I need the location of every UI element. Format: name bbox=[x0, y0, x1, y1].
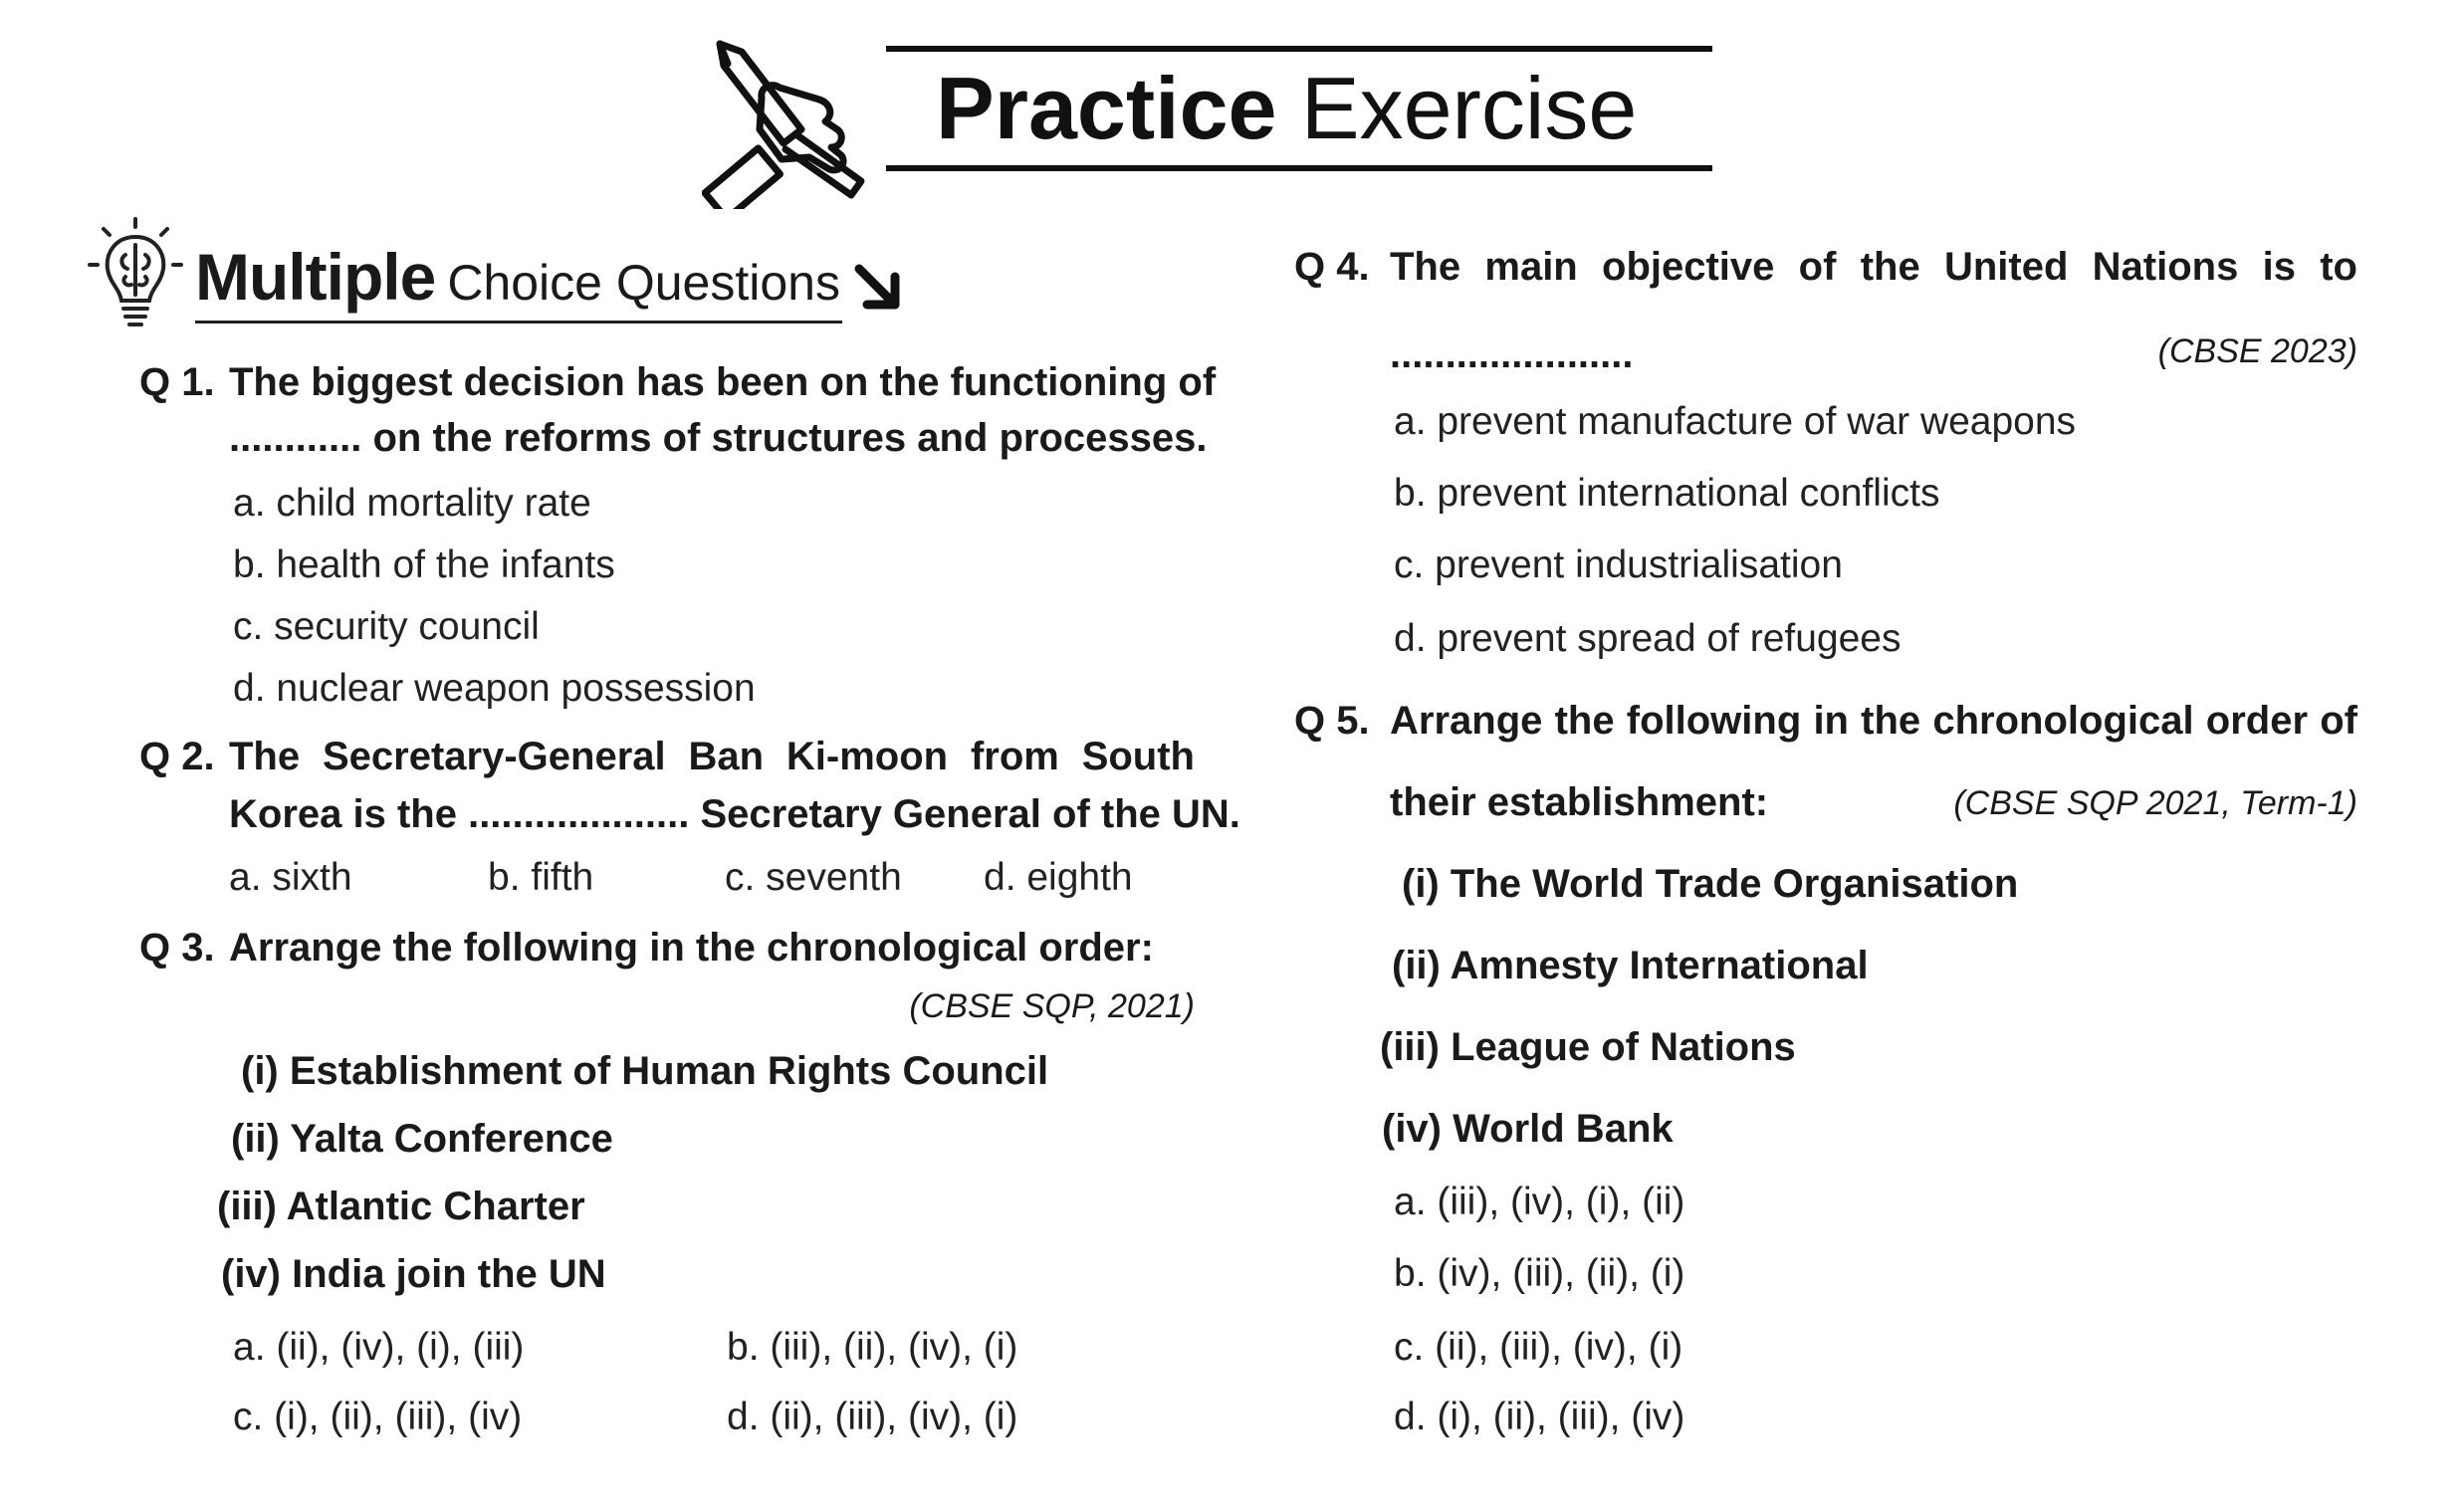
question-1-number: Q 1. bbox=[139, 360, 215, 404]
question-2-option-c[interactable]: c. seventh bbox=[725, 856, 902, 899]
question-5-option-b[interactable]: b. (iv), (iii), (ii), (i) bbox=[1394, 1252, 1685, 1295]
question-3-line-1: Arrange the following in the chronological order: bbox=[229, 926, 1154, 970]
page-title-bold: Practice bbox=[936, 59, 1277, 157]
question-1-line-1: The biggest decision has been on the functioning of bbox=[229, 360, 1217, 404]
question-1-option-b[interactable]: b. health of the infants bbox=[233, 543, 615, 586]
question-4-option-c[interactable]: c. prevent industrialisation bbox=[1394, 543, 1843, 586]
question-5-item-1: (i) The World Trade Organisation bbox=[1402, 862, 2019, 906]
header-rule-top bbox=[886, 46, 1712, 52]
question-4-line-1: The main objective of the United Nations is to bbox=[1390, 245, 2357, 289]
question-3-option-c[interactable]: c. (i), (ii), (iii), (iv) bbox=[233, 1396, 523, 1438]
question-3-item-2: (ii) Yalta Conference bbox=[231, 1117, 613, 1161]
question-4-number: Q 4. bbox=[1294, 245, 1370, 289]
question-5-line-1: Arrange the following in the chronological order of bbox=[1390, 699, 2357, 743]
question-2-option-d[interactable]: d. eighth bbox=[984, 856, 1133, 899]
question-3-source: (CBSE SQP, 2021) bbox=[909, 987, 1195, 1025]
question-5-line-2: their establishment: bbox=[1390, 780, 1769, 824]
question-2-number: Q 2. bbox=[139, 735, 215, 778]
section-title-underline bbox=[195, 321, 842, 324]
question-2-line-1: The Secretary-General Ban Ki-moon from South bbox=[229, 735, 1195, 778]
hand-pencil-icon bbox=[702, 30, 876, 209]
question-5-item-2: (ii) Amnesty International bbox=[1392, 944, 1869, 987]
question-3-item-3: (iii) Atlantic Charter bbox=[217, 1185, 585, 1228]
question-5-item-3: (iii) League of Nations bbox=[1380, 1025, 1796, 1069]
question-4-source: (CBSE 2023) bbox=[2157, 332, 2357, 370]
question-4-option-a[interactable]: a. prevent manufacture of war weapons bbox=[1394, 400, 2077, 443]
question-2-line-2: Korea is the .................... Secretary General of the UN. bbox=[229, 792, 1240, 836]
question-3-item-1: (i) Establishment of Human Rights Council bbox=[241, 1049, 1049, 1093]
header-rule-bottom bbox=[886, 165, 1712, 171]
page-title bbox=[936, 58, 1637, 159]
question-3-item-4: (iv) India join the UN bbox=[221, 1252, 606, 1296]
question-3-option-a[interactable]: a. (ii), (iv), (i), (iii) bbox=[233, 1326, 525, 1369]
question-3-option-b[interactable]: b. (iii), (ii), (iv), (i) bbox=[727, 1326, 1018, 1369]
question-4-option-d[interactable]: d. prevent spread of refugees bbox=[1394, 617, 1902, 660]
section-title bbox=[195, 239, 840, 315]
question-1-option-a[interactable]: a. child mortality rate bbox=[233, 482, 591, 525]
lightbulb-brain-icon bbox=[86, 215, 185, 334]
question-5-option-d[interactable]: d. (i), (ii), (iii), (iv) bbox=[1394, 1396, 1685, 1438]
question-5-option-c[interactable]: c. (ii), (iii), (iv), (i) bbox=[1394, 1326, 1683, 1369]
question-3-option-d[interactable]: d. (ii), (iii), (iv), (i) bbox=[727, 1396, 1018, 1438]
question-2-option-a[interactable]: a. sixth bbox=[229, 856, 352, 899]
section-title-bold: Multiple bbox=[195, 240, 436, 314]
question-1-option-d[interactable]: d. nuclear weapon possession bbox=[233, 667, 756, 710]
question-5-number: Q 5. bbox=[1294, 699, 1370, 743]
question-4-line-2: ...................... bbox=[1390, 332, 1634, 376]
question-5-item-4: (iv) World Bank bbox=[1382, 1107, 1674, 1151]
question-1-line-2: ............ on the reforms of structures and processes. bbox=[229, 416, 1208, 460]
question-3-number: Q 3. bbox=[139, 926, 215, 970]
section-title-light: Choice Questions bbox=[447, 255, 840, 311]
page-title-light: Exercise bbox=[1300, 59, 1638, 157]
question-2-option-b[interactable]: b. fifth bbox=[488, 856, 594, 899]
question-1-option-c[interactable]: c. security council bbox=[233, 605, 540, 648]
question-5-option-a[interactable]: a. (iii), (iv), (i), (ii) bbox=[1394, 1181, 1685, 1223]
question-4-option-b[interactable]: b. prevent international conflicts bbox=[1394, 472, 1940, 515]
arrow-down-right-icon bbox=[851, 261, 906, 316]
question-5-source: (CBSE SQP 2021, Term-1) bbox=[1953, 784, 2357, 822]
